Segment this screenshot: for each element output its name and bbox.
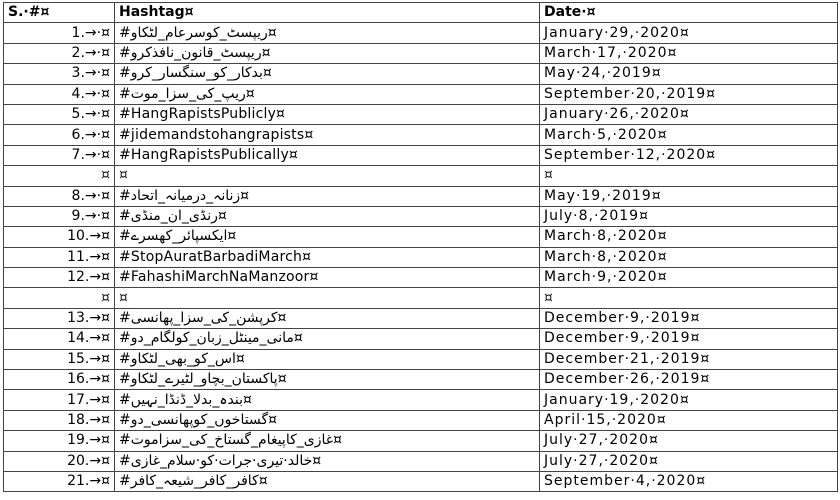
table-row xyxy=(4,104,838,124)
table-row xyxy=(4,125,838,145)
date-cell: December·9,·2019¤ xyxy=(540,308,838,328)
date-cell: March·9,·2020¤ xyxy=(540,268,838,288)
hashtag-cell: ¤ xyxy=(115,288,540,308)
table-row xyxy=(4,308,838,328)
date-cell: December·21,·2019¤ xyxy=(540,349,838,369)
table-row xyxy=(4,64,838,84)
table-row xyxy=(4,431,838,451)
hashtag-cell: #زنانہ_درمیانہ_اتحاد¤ xyxy=(115,186,540,206)
date-cell: May·19,·2019¤ xyxy=(540,186,838,206)
serial-cell: 18.→¤ xyxy=(4,410,115,430)
table-row xyxy=(4,206,838,226)
table-row xyxy=(4,166,838,186)
serial-cell: 11.→¤ xyxy=(4,247,115,267)
serial-cell: 9.→·¤ xyxy=(4,206,115,226)
date-cell: September·12,·2020¤ xyxy=(540,145,838,165)
hashtag-table xyxy=(3,2,838,492)
hashtag-cell: #کافر_کافر_شیعہ_کافر¤ xyxy=(115,471,540,491)
hashtag-cell: #HangRapistsPublically¤ xyxy=(115,145,540,165)
date-cell: July·27,·2020¤ xyxy=(540,451,838,471)
table-row xyxy=(4,268,838,288)
hashtag-cell: #ریپسٹ_قانون_نافذکرو¤ xyxy=(115,43,540,63)
serial-cell: 8.→·¤ xyxy=(4,186,115,206)
hashtag-cell: #بندہ_بدلا_ڈنڈا_نہیں¤ xyxy=(115,390,540,410)
date-cell: July·27,·2020¤ xyxy=(540,431,838,451)
table-row xyxy=(4,43,838,63)
serial-cell: 21.→¤ xyxy=(4,471,115,491)
date-cell: December·9,·2019¤ xyxy=(540,329,838,349)
table-row xyxy=(4,186,838,206)
table-row xyxy=(4,349,838,369)
header-hashtag: Hashtag¤ xyxy=(115,3,540,23)
hashtag-cell: #ریپ_کی_سزا_موت¤ xyxy=(115,84,540,104)
serial-cell: 16.→¤ xyxy=(4,370,115,390)
hashtag-cell: #مانی_مینٹل_زبان_کولگام_دو¤ xyxy=(115,329,540,349)
date-cell: ¤ xyxy=(540,166,838,186)
date-cell: January·26,·2020¤ xyxy=(540,104,838,124)
serial-cell: ¤ xyxy=(4,166,115,186)
date-cell: ¤ xyxy=(540,288,838,308)
hashtag-cell: ¤ xyxy=(115,166,540,186)
serial-cell: 5.→·¤ xyxy=(4,104,115,124)
date-cell: January·19,·2020¤ xyxy=(540,390,838,410)
hashtag-cell: #ریپسٹ_کوسرعام_لٹکاو¤ xyxy=(115,23,540,43)
serial-cell: 14.→¤ xyxy=(4,329,115,349)
table-row xyxy=(4,23,838,43)
date-cell: March·17,·2020¤ xyxy=(540,43,838,63)
table-body xyxy=(4,3,838,492)
date-cell: March·8,·2020¤ xyxy=(540,227,838,247)
date-cell: September·20,·2019¤ xyxy=(540,84,838,104)
table-row xyxy=(4,390,838,410)
serial-cell: 10.→¤ xyxy=(4,227,115,247)
hashtag-cell: #StopAuratBarbadiMarch¤ xyxy=(115,247,540,267)
header-date: Date·¤ xyxy=(540,3,838,23)
table-row xyxy=(4,329,838,349)
table-row xyxy=(4,145,838,165)
hashtag-cell: #HangRapistsPublicly¤ xyxy=(115,104,540,124)
date-cell: July·8,·2019¤ xyxy=(540,206,838,226)
serial-cell: 17.→¤ xyxy=(4,390,115,410)
hashtag-cell: #خالد·تیری·جرات·کو·سلام_غازی¤ xyxy=(115,451,540,471)
table-row xyxy=(4,247,838,267)
hashtag-cell: #پاکستان_بچاو_لٹیرے_لٹکاو¤ xyxy=(115,370,540,390)
header-serial: S.·#¤ xyxy=(4,3,115,23)
hashtag-cell: #غازی_کاپیغام_گستاخ_کی_سزاموت¤ xyxy=(115,431,540,451)
table-row xyxy=(4,451,838,471)
serial-cell: 15.→¤ xyxy=(4,349,115,369)
serial-cell: 12.→¤ xyxy=(4,268,115,288)
serial-cell: 13.→¤ xyxy=(4,308,115,328)
date-cell: December·26,·2019¤ xyxy=(540,370,838,390)
serial-cell: 1.→·¤ xyxy=(4,23,115,43)
header-row xyxy=(4,3,838,23)
serial-cell: 6.→·¤ xyxy=(4,125,115,145)
serial-cell: 20.→¤ xyxy=(4,451,115,471)
serial-cell: 3.→·¤ xyxy=(4,64,115,84)
hashtag-cell: #FahashiMarchNaManzoor¤ xyxy=(115,268,540,288)
date-cell: May·24,·2019¤ xyxy=(540,64,838,84)
table-row xyxy=(4,288,838,308)
serial-cell: 7.→·¤ xyxy=(4,145,115,165)
date-cell: September·4,·2020¤ xyxy=(540,471,838,491)
hashtag-cell: #کرپشن_کی_سزا_پھانسی¤ xyxy=(115,308,540,328)
hashtag-cell: #ایکسپائر_کھسرے¤ xyxy=(115,227,540,247)
hashtag-cell: #رنڈی_ان_منڈی¤ xyxy=(115,206,540,226)
serial-cell: 19.→¤ xyxy=(4,431,115,451)
serial-cell: 2.→·¤ xyxy=(4,43,115,63)
hashtag-cell: #گستاخوں_کوپھانسی_دو¤ xyxy=(115,410,540,430)
date-cell: April·15,·2020¤ xyxy=(540,410,838,430)
serial-cell: 4.→·¤ xyxy=(4,84,115,104)
table-row xyxy=(4,471,838,491)
serial-cell: ¤ xyxy=(4,288,115,308)
date-cell: January·29,·2020¤ xyxy=(540,23,838,43)
table-row xyxy=(4,370,838,390)
date-cell: March·8,·2020¤ xyxy=(540,247,838,267)
hashtag-cell: #jidemandstohangrapists¤ xyxy=(115,125,540,145)
hashtag-cell: #اس_کو_بھی_لٹکاو¤ xyxy=(115,349,540,369)
date-cell: March·5,·2020¤ xyxy=(540,125,838,145)
hashtag-cell: #بدکار_کو_سنگسار_کرو¤ xyxy=(115,64,540,84)
table-row xyxy=(4,227,838,247)
table-row xyxy=(4,410,838,430)
table-row xyxy=(4,84,838,104)
